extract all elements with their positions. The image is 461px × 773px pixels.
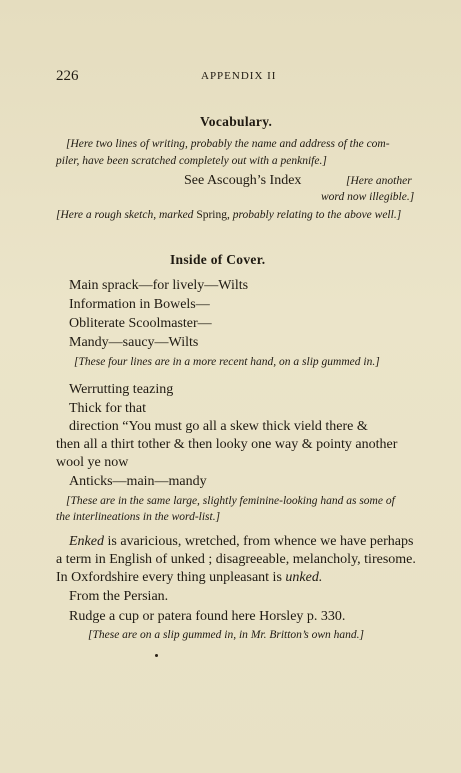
- enked-line-3: In Oxfordshire every thing unpleasant is unked.: [56, 570, 323, 585]
- see-note-b: word now illegible.]: [321, 191, 415, 203]
- anticks-line: Anticks—main—mandy: [69, 474, 207, 489]
- cover-heading: Inside of Cover.: [170, 252, 266, 267]
- page-number: 226: [56, 68, 79, 84]
- direction-line-1: direction “You must go all a skew thick vield there &: [69, 419, 368, 434]
- ink-speck: [155, 654, 158, 657]
- vocab-note-line-1: [Here two lines of writing, probably the name and address of the com-: [66, 138, 390, 150]
- cover-line-2: Information in Bowels—: [69, 297, 210, 312]
- cover-line-3: Obliterate Scoolmaster—: [69, 316, 212, 331]
- werrutting-line: Werrutting teazing: [69, 382, 174, 397]
- thick-line: Thick for that: [69, 401, 146, 416]
- enked-line-1: Enked is avaricious, wretched, from whence we have perhaps: [69, 534, 414, 549]
- see-note-a: [Here another: [346, 175, 412, 187]
- vocab-sketch-note: [Here a rough sketch, marked Spring, probably relating to the above well.]: [56, 209, 402, 221]
- direction-line-2: then all a thirt tother & then looky one way & pointy another: [56, 437, 398, 452]
- vocabulary-heading: Vocabulary.: [200, 114, 273, 129]
- cover-note-2-line-1: [These are in the same large, slightly feminine-looking hand as some of: [66, 495, 395, 507]
- vocab-note-line-2: piler, have been scratched completely out with a penknife.]: [56, 155, 327, 167]
- direction-line-3: wool ye now: [56, 455, 129, 470]
- cover-note-1: [These four lines are in a more recent hand, on a slip gummed in.]: [74, 356, 380, 368]
- persian-line: From the Persian.: [69, 589, 169, 604]
- cover-line-1: Main sprack—for lively—Wilts: [69, 278, 249, 293]
- rudge-line: Rudge a cup or patera found here Horsley p. 330.: [69, 609, 346, 624]
- cover-note-2-line-2: the interlineations in the word-list.]: [56, 511, 221, 523]
- cover-line-4: Mandy—saucy—Wilts: [69, 335, 199, 350]
- enked-line-2: a term in English of unked ; disagreeable, melancholy, tiresome.: [56, 552, 416, 567]
- see-ascough-line: See Ascough’s Index: [184, 173, 302, 188]
- running-head: APPENDIX II: [201, 70, 277, 82]
- cover-note-3: [These are on a slip gummed in, in Mr. Britton’s own hand.]: [88, 629, 365, 641]
